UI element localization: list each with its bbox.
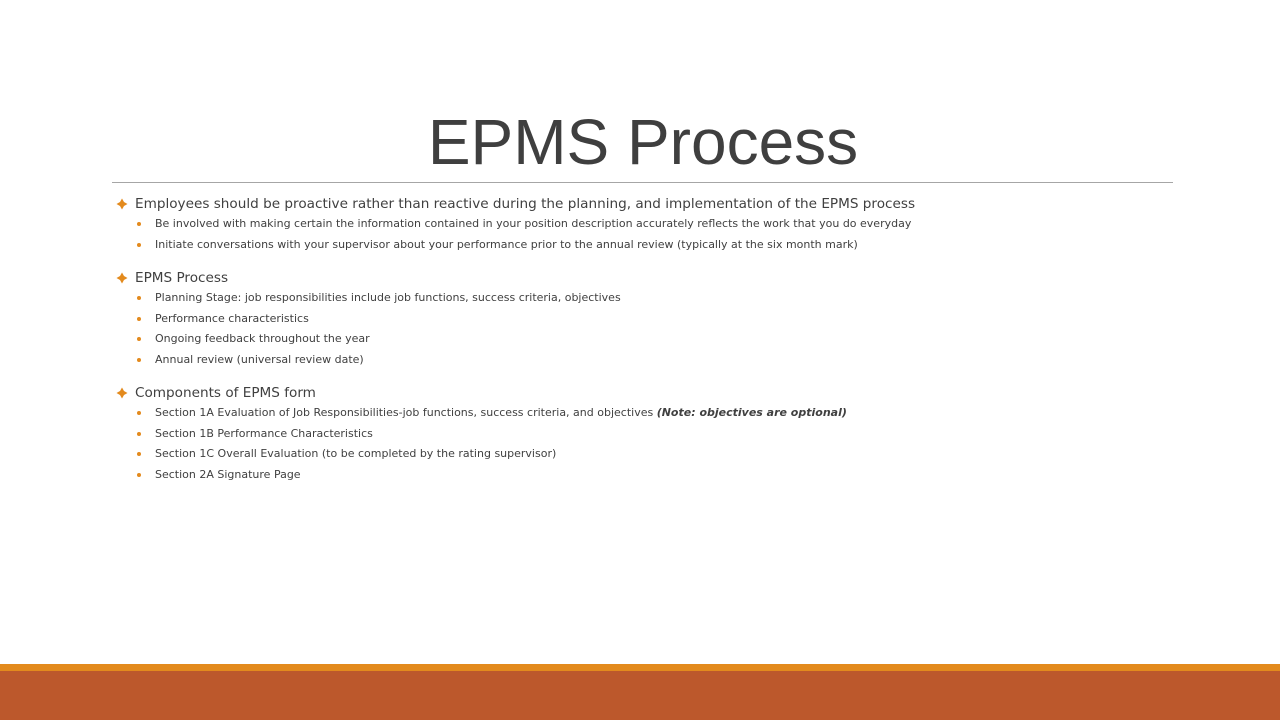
bullet-item-text: Be involved with making certain the information contained in your position description accurately reflects the work that you do everyday: [155, 217, 912, 230]
bullet-item-text: Section 2A Signature Page: [155, 467, 301, 481]
bullet-level2: [116, 288, 1176, 309]
slide-body: [116, 194, 1176, 498]
bullet-level2: [116, 235, 1176, 256]
bullet-heading-text: Components of EPMS form: [135, 385, 316, 401]
bullet-item-text: Annual review (universal review date): [155, 352, 364, 366]
bullet-level2: [116, 214, 1176, 235]
bullet-item-text: Initiate conversations with your supervisor about your performance prior to the annual review (typically at the six month mark): [155, 237, 858, 251]
bullet-group-proactive: [116, 194, 1176, 255]
bullet-dot-icon: [137, 473, 141, 477]
bullet-dot-icon: [137, 337, 141, 341]
bullet-level2: [116, 309, 1176, 330]
bullet-heading-text: EPMS Process: [135, 270, 229, 286]
footer-band: [0, 671, 1280, 720]
bullet-heading-text: Employees should be proactive rather than reactive during the planning, and implementation of the EPMS process: [135, 196, 916, 212]
bullet-dot-icon: [137, 243, 141, 247]
four-petal-diamond-icon: [116, 272, 128, 284]
optional-objectives-note: (Note: objectives are optional): [656, 406, 847, 419]
four-petal-diamond-icon: [116, 387, 128, 399]
bullet-group-components: [116, 383, 1176, 485]
bullet-item-text: Planning Stage: job responsibilities include job functions, success criteria, objectives: [155, 291, 621, 304]
bullet-dot-icon: [137, 296, 141, 300]
bullet-dot-icon: [137, 432, 141, 436]
bullet-dot-icon: [137, 317, 141, 321]
bullet-level2: [116, 444, 1176, 465]
four-petal-diamond-icon: [116, 198, 128, 210]
bullet-item-text: Performance characteristics: [155, 311, 309, 325]
bullet-level2: [116, 424, 1176, 445]
bullet-item-text: Section 1C Overall Evaluation (to be completed by the rating supervisor): [155, 447, 557, 460]
bullet-level1: [116, 268, 1176, 288]
bullet-level2: [116, 465, 1176, 486]
bullet-dot-icon: [137, 411, 141, 415]
bullet-level1: [116, 383, 1176, 403]
bullet-item-text: Section 1B Performance Characteristics: [155, 426, 373, 440]
bullet-dot-icon: [137, 452, 141, 456]
slide-title: EPMS Process: [427, 106, 859, 178]
bullet-level2: [116, 403, 1176, 424]
bullet-level2: [116, 329, 1176, 350]
bullet-dot-icon: [137, 358, 141, 362]
bullet-group-epms-process: [116, 268, 1176, 370]
bullet-level1: [116, 194, 1176, 214]
footer-accent-stripe: [0, 664, 1280, 671]
title-divider: [112, 182, 1173, 183]
bullet-level2: [116, 350, 1176, 371]
bullet-item-text: Ongoing feedback throughout the year: [155, 332, 370, 345]
bullet-dot-icon: [137, 222, 141, 226]
bullet-item-text: Section 1A Evaluation of Job Responsibilities-job functions, success criteria, and objectives: [155, 406, 657, 419]
